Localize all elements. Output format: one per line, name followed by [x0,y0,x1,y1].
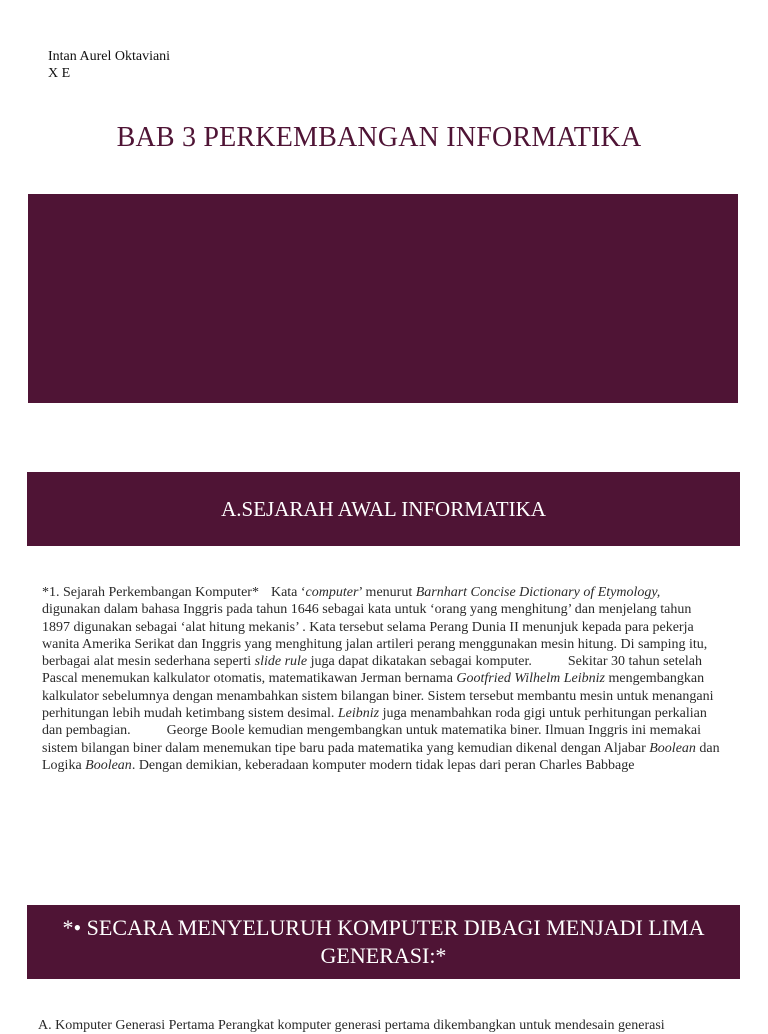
section-a-heading: A.SEJARAH AWAL INFORMATIKA [27,472,740,546]
para-run-8: juga dapat dikatakan sebagai komputer. [307,654,532,670]
para-run-5: Barnhart Concise Dictionary of Etymology, [415,585,661,600]
section-b-heading: *• SECARA MENYELURUH KOMPUTER DIBAGI MENJADI LIMA GENERASI:* [27,905,740,979]
para-run-12: Leibniz [337,706,380,722]
para-run-18: . Dengan demikian, keberadaan komputer modern tidak lepas dari peran Charles Babbage [131,757,635,773]
para-run-2: Kata ‘ [270,585,306,600]
section-b-partial-line: A. Komputer Generasi Pertama Perangkat komputer generasi pertama dikembangkan untuk mendesain generasi [38,1018,665,1033]
author-block [48,48,170,82]
title-banner [28,194,738,403]
para-run-1: *1. Sejarah Perkembangan Komputer* [42,585,259,600]
para-run-15: Boolean [649,740,696,756]
author-name: Intan Aurel Oktaviani [48,49,171,64]
para-run-13: juga menambahkan roda gigi untuk perhitungan perkalian dan pembagian. [42,706,707,739]
para-run-14: George Boole kemudian mengembangkan untuk matematika biner. Ilmuan Inggris ini memakai sistem bilangan biner dalam menemukan tipe baru pada matematika yang kemudian dikenal dengan Aljabar [42,723,701,756]
para-run-9: Sekitar 30 tahun setelah Pascal menemukan kalkulator otomatis, matematikawan Jerman bernama [42,654,702,687]
para-run-4: ’ menurut [358,585,416,600]
para-run-10: Gootfried Wilhelm Leibniz [456,671,605,687]
para-run-7: slide rule [254,654,308,670]
para-run-6: digunakan dalam bahasa Inggris pada tahun 1646 sebagai kata untuk ‘orang yang menghitung’ dan menjelang tahun 1897 digunakan sebagai ‘alat hitung mekanis’ . Kata tersebut selama Perang Dunia II menunjuk kepada para pekerja wanita Amerika Serikat dan Inggris yang menghitung jalan artileri perang menggunakan mesin hitung. Di samping itu, berbagai alat mesin sederhana seperti [42,602,708,670]
para-run-16: dan Logika [42,740,720,773]
page-title: BAB 3 PERKEMBANGAN INFORMATIKA [116,122,642,153]
section-a-paragraph [42,584,720,774]
para-run-11: mengembangkan kalkulator sebelumnya dengan menambahkan sistem bilangan biner. Sistem tersebut membantu mesin untuk menangani perhitungan lebih mudah ketimbang sistem desimal. [42,671,714,722]
author-class: X E [48,66,71,81]
para-run-3: computer [305,585,359,600]
para-run-17: Boolean [85,757,132,773]
